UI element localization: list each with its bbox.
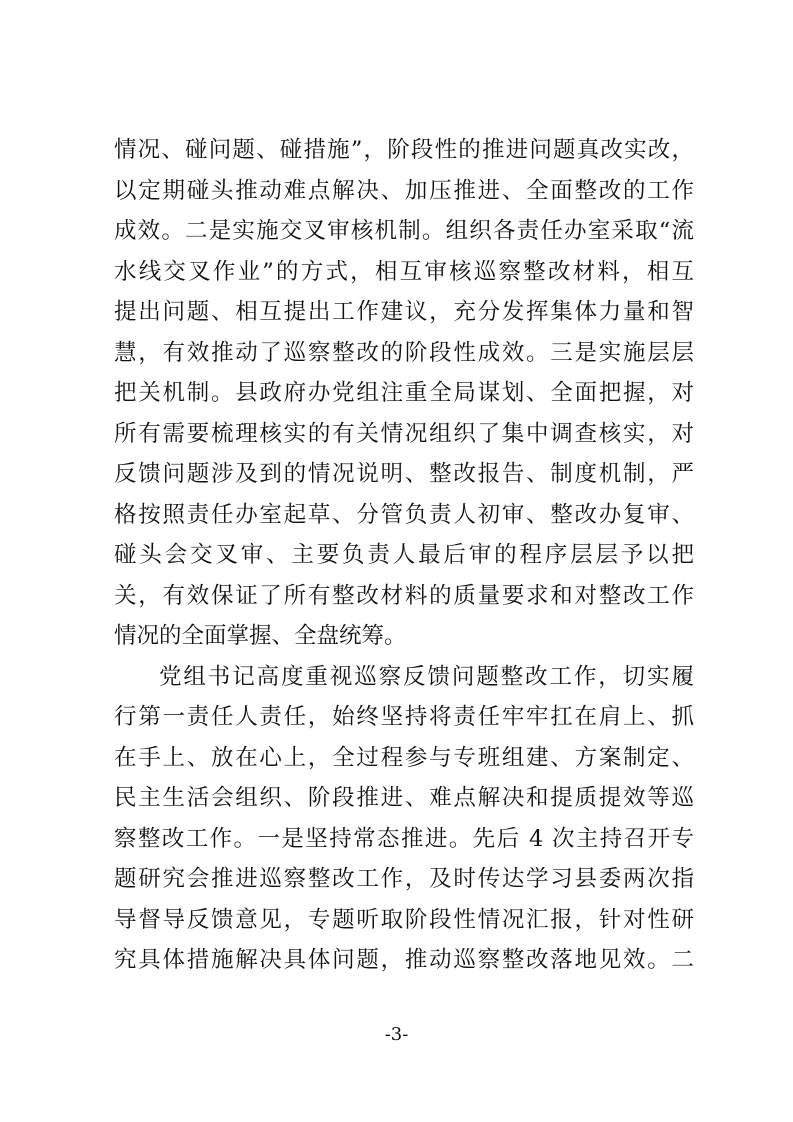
- paragraph-line: 察整改工作。一是坚持常态推进。先后 4 次主持召开专: [114, 825, 694, 852]
- paragraph-line: 所有需要梳理核实的有关情况组织了集中调查核实，对: [114, 420, 694, 447]
- paragraph-line: 情况的全面掌握、全盘统筹。: [114, 623, 407, 649]
- paragraph-line: 提出问题、相互提出工作建议，充分发挥集体力量和智: [114, 299, 694, 325]
- paragraph-line: 慧，有效推动了巡察整改的阶段性成效。三是实施层层: [114, 339, 694, 366]
- paragraph-line: 导督导反馈意见，专题听取阶段性情况汇报，针对性研: [114, 906, 694, 933]
- paragraph-line: 关，有效保证了所有整改材料的质量要求和对整改工作: [114, 582, 694, 609]
- paragraph-2: [114, 657, 694, 981]
- paragraph-line: 题研究会推进巡察整改工作，及时传达学习县委两次指: [114, 866, 694, 892]
- paragraph-line: 民主生活会组织、阶段推进、难点解决和提质提效等巡: [114, 785, 694, 811]
- paragraph-line: 反馈问题涉及到的情况说明、整改报告、制度机制，严: [114, 461, 694, 487]
- paragraph-line: 把关机制。县政府办党组注重全局谋划、全面把握，对: [114, 380, 694, 406]
- paragraph-line: 行第一责任人责任，始终坚持将责任牢牢扛在肩上、抓: [114, 704, 694, 730]
- paragraph-line: 成效。二是实施交叉审核机制。组织各责任办室采取“流: [114, 218, 694, 244]
- paragraph-line: 以定期碰头推动难点解决、加压推进、全面整改的工作: [114, 177, 694, 204]
- paragraph-line: 党组书记高度重视巡察反馈问题整改工作，切实履: [159, 663, 694, 690]
- body-text: [114, 130, 694, 981]
- paragraph-line: 情况、碰问题、碰措施”，阶段性的推进问题真改实改，: [114, 137, 694, 163]
- paragraph-line: 在手上、放在心上，全过程参与专班组建、方案制定、: [114, 744, 694, 771]
- page-number: -3-: [384, 1024, 409, 1045]
- paragraph-line: 水线交叉作业”的方式，相互审核巡察整改材料，相互: [114, 258, 694, 285]
- paragraph-line: 究具体措施解决具体问题，推动巡察整改落地见效。二: [114, 947, 694, 973]
- paragraph-line: 格按照责任办室起草、分管负责人初审、整改办复审、: [114, 501, 694, 528]
- paragraph-line: 碰头会交叉审、主要负责人最后审的程序层层予以把: [114, 542, 694, 568]
- paragraph-1: [114, 130, 694, 657]
